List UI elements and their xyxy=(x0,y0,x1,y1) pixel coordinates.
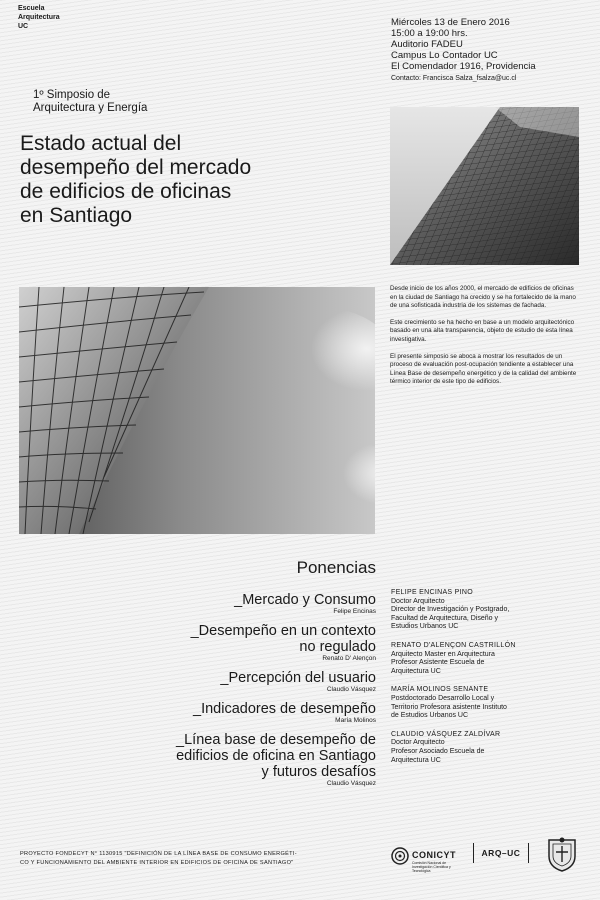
bio-line: Doctor Arquitecto xyxy=(391,597,445,605)
talk-speaker: Claudio Vásquez xyxy=(326,686,376,693)
building-photo-small xyxy=(390,107,579,265)
bio-name: CLAUDIO VÁSQUEZ ZALDÍVAR xyxy=(391,730,501,738)
title-line: de edificios de oficinas xyxy=(20,180,232,203)
intro-paragraph: Desde inicio de los años 2000, el mercado de edificios de oficinas en la ciudad de Santiago ha crecido y se ha fortalecido de la mano de una sofisticada industria de los sistemas de fachada. xyxy=(390,285,576,310)
intro-text xyxy=(390,285,582,395)
talk-speaker: Felipe Encinas xyxy=(333,608,376,615)
sponsor-logos xyxy=(390,836,585,876)
bio-line: Estudios Urbanos UC xyxy=(391,623,459,631)
event-venue: Auditorio FADEU xyxy=(391,39,463,50)
speaker-bios xyxy=(391,589,591,775)
talk-item xyxy=(20,670,376,694)
bio-line: Facultad de Arquitectura, Diseño y xyxy=(391,614,499,622)
talk-item xyxy=(20,592,376,616)
event-address: El Comendador 1916, Providencia xyxy=(391,61,536,72)
title-line: Estado actual del xyxy=(20,132,182,155)
uc-seal-icon xyxy=(546,836,578,872)
bio-line: Arquitectura UC xyxy=(391,667,441,675)
intro-paragraph: Este crecimiento se ha hecho en base a un modelo arquitectónico basado en una alta transparencia, objeto de estudio de esta línea investigativa. xyxy=(390,318,575,343)
talk-title: _Indicadores de desempeño xyxy=(193,701,376,717)
event-time: 15:00 a 19:00 hrs. xyxy=(391,28,468,39)
speaker-bio xyxy=(391,686,591,720)
school-name xyxy=(18,4,60,31)
footer-line: PROYECTO FONDECYT N° 1130915 "DEFINICIÓN DE LA LÍNEA BASE DE CONSUMO ENERGÉTI- xyxy=(20,851,297,857)
bio-line: Director de Investigación y Postgrado, xyxy=(391,606,510,614)
school-line: UC xyxy=(18,23,29,30)
school-line: Arquitectura xyxy=(18,14,60,21)
talk-item xyxy=(20,701,376,725)
event-campus: Campus Lo Contador UC xyxy=(391,50,498,61)
talk-title: no regulado xyxy=(299,639,376,655)
footer-line: CO Y FUNCIONAMIENTO DEL AMBIENTE INTERIOR EN EDIFICIOS DE OFICINA DE SANTIAGO" xyxy=(20,860,294,866)
symposium-series xyxy=(33,89,147,115)
building-photo-large xyxy=(19,287,375,534)
bio-line: Territorio Profesora asistente Instituto xyxy=(391,703,507,711)
event-date: Miércoles 13 de Enero 2016 xyxy=(391,17,510,28)
fondecyt-footer xyxy=(20,850,376,868)
bio-line: Doctor Arquitecto xyxy=(391,739,445,747)
talk-title: _Mercado y Consumo xyxy=(234,592,376,608)
title-line: desempeño del mercado xyxy=(20,156,252,179)
bio-line: Profesor Asociado Escuela de xyxy=(391,747,485,755)
bio-line: Postdoctorado Desarrollo Local y xyxy=(391,694,495,702)
talk-title: _Desempeño en un contexto xyxy=(190,623,376,639)
talk-speaker: Claudio Vásquez xyxy=(326,780,376,787)
talk-title: _Línea base de desempeño de xyxy=(176,732,376,748)
ponencias-heading: Ponencias xyxy=(296,558,376,577)
bio-line: Profesor Asistente Escuela de xyxy=(391,659,485,667)
bio-name: FELIPE ENCINAS PINO xyxy=(391,589,473,596)
poster-title xyxy=(20,132,370,228)
conicyt-emblem-icon xyxy=(390,846,410,866)
talk-item xyxy=(20,623,376,663)
arq-uc-logo xyxy=(473,843,529,863)
talk-title: y futuros desafíos xyxy=(261,764,376,780)
bio-line: de Estudios Urbanos UC xyxy=(391,712,469,720)
bio-line: Arquitecto Master en Arquitectura xyxy=(391,650,495,658)
series-line: Arquitectura y Energía xyxy=(33,102,148,114)
talk-item xyxy=(20,732,376,788)
intro-paragraph: El presente simposio se aboca a mostrar los resultados de un proceso de evaluación post-ocupación tendiente a establecer una Línea Base de desempeño energético y de la calidad del ambiente térmico interior de este tipo de edificios. xyxy=(390,352,577,386)
talk-title: _Percepción del usuario xyxy=(220,670,376,686)
bio-line: Arquitectura UC xyxy=(391,756,441,764)
event-details xyxy=(391,17,536,72)
speaker-bio xyxy=(391,731,591,765)
school-line: Escuela xyxy=(18,5,45,12)
talk-speaker: María Molinos xyxy=(335,717,376,724)
bio-name: RENATO D'ALENÇON CASTRILLÓN xyxy=(391,641,516,649)
arq-uc-label: ARQ–UC xyxy=(481,848,521,858)
title-line: en Santiago xyxy=(20,204,133,227)
conicyt-logo xyxy=(390,842,462,873)
talk-speaker: Renato D' Alençon xyxy=(322,655,376,662)
conicyt-label: CONICYT xyxy=(412,850,456,860)
speaker-bio xyxy=(391,642,591,676)
speaker-bio xyxy=(391,589,591,632)
conicyt-sublabel: Comisión Nacional de Investigación Científica y Tecnológica xyxy=(412,861,451,873)
bio-name: MARÍA MOLINOS SENANTE xyxy=(391,686,489,694)
series-line: 1º Simposio de xyxy=(33,89,111,101)
contact-info: Contacto: Francisca Salza_fsalza@uc.cl xyxy=(391,75,517,82)
talk-title: edificios de oficina en Santiago xyxy=(176,748,376,764)
talk-list xyxy=(20,592,376,795)
